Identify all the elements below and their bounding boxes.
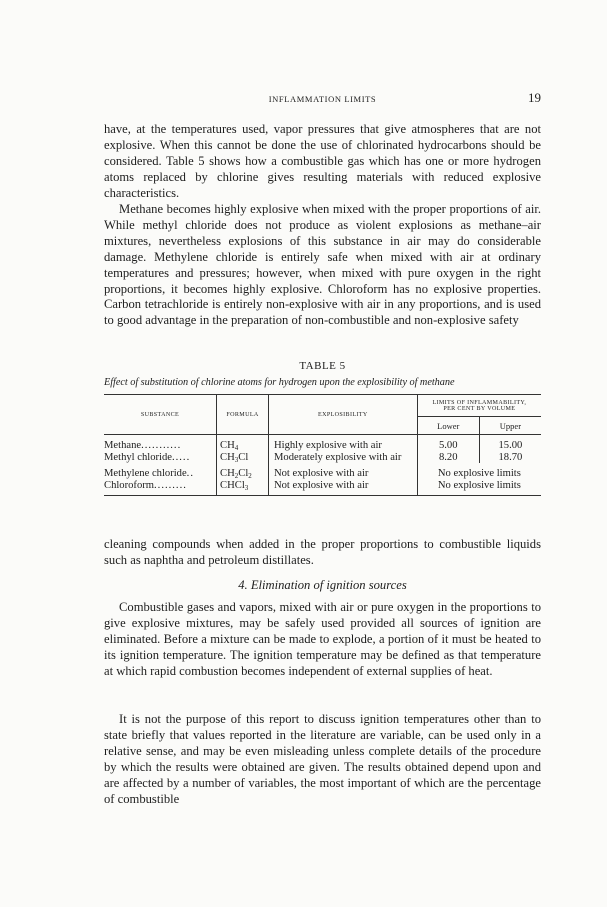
explosibility-cell: Moderately explosive with air [268, 452, 417, 464]
header-limits-line2: PER CENT BY VOLUME [443, 405, 516, 412]
limits-cell: No explosive limits [417, 480, 541, 496]
paragraph-1: have, at the temperatures used, vapor pressures that give atmospheres that are not explosive. When this cannot be done the use of chlorinated hydrocarbons should be considered. Table 5 shows how a combustible gas which has one or more hydrogen atoms replaced by chlorine gives resulting materials with reduced explosive characteristics. [104, 122, 541, 200]
paragraph-2: Methane becomes highly explosive when mixed with the proper proportions of air. While methyl chloride does not produce as violent explosions as methane–air mixtures, nevertheless explosions of this substance in air may do considerable damage. Methylene chloride is entirely safe when mixed with air at ordinary temperatures and pressures; however, when mixed with pure oxygen in the right proportions, it becomes highly explosive. Chloroform has no explosive properties. Carbon tetrachloride is entirely non-explosive with air in any proportions, and is used to good advantage in the preparation of non-combustible and non-explosive safety [104, 202, 541, 328]
upper-limit-cell: 15.00 [479, 435, 541, 452]
section-number: 4. [238, 578, 248, 592]
table-row [104, 452, 541, 464]
paragraph-4: Combustible gases and vapors, mixed with air or pure oxygen in the proportions to give explosive mixtures, may be safely used provided all sources of ignition are eliminated. Before a mixture can be made to explode, a portion of it must be heated to its ignition temperature. The ignition temperature may be defined as that temperature at which rapid combustion becomes independent of external supplies of heat. [104, 600, 541, 678]
substance-name: Methane [104, 440, 142, 451]
header-formula: FORMULA [217, 395, 269, 435]
leader-dots: ........... [141, 440, 182, 451]
header-lower: Lower [417, 417, 479, 435]
header-limits-line1: LIMITS OF INFLAMMABILITY, [432, 399, 527, 406]
paragraph-3: cleaning compounds when added in the proper proportions to combustible liquids such as naphtha and petroleum distillates. [104, 537, 541, 567]
section-title: Elimination of ignition sources [250, 578, 407, 592]
formula-cell: $CH_2Cl_2$ [217, 463, 269, 480]
running-title: INFLAMMATION LIMITS [268, 94, 377, 104]
table-row [104, 435, 541, 452]
paragraph-5: It is not the purpose of this report to discuss ignition temperatures other than to state briefly that values reported in the literature are variable, can be used only in a relative sense, and may be even misleading unless complete details of the procedure by which the results were obtained are given. The results obtained depend upon and are affected by a number of variables, the most important of which are the percentage of combustible [104, 712, 541, 806]
explosibility-cell: Highly explosive with air [268, 435, 417, 452]
table-caption: TABLE 5 [299, 360, 346, 372]
table-row [104, 463, 541, 480]
table-subtitle: Effect of substitution of chlorine atoms for hydrogen upon the explosibility of methane [104, 377, 455, 388]
lower-limit-cell: 8.20 [417, 452, 479, 464]
header-explosibility: EXPLOSIBILITY [268, 395, 417, 435]
substance-name: Methylene chloride [104, 468, 187, 479]
leader-dots: .. [186, 468, 194, 479]
formula-cell: $CH_3Cl$ [217, 452, 269, 464]
table-row [104, 480, 541, 496]
explosibility-cell: Not explosive with air [268, 480, 417, 496]
formula-cell: CHCl$_3$ [217, 480, 269, 496]
lower-limit-cell: 5.00 [417, 435, 479, 452]
explosibility-cell: Not explosive with air [268, 463, 417, 480]
header-limits [417, 395, 541, 417]
upper-limit-cell: 18.70 [479, 452, 541, 464]
leader-dots: ..... [171, 451, 191, 463]
substance-name: Chloroform [104, 479, 155, 491]
header-upper: Upper [479, 417, 541, 435]
substance-name: Methyl chloride [104, 451, 172, 463]
section-heading [104, 578, 541, 593]
explosibility-table [104, 394, 541, 496]
leader-dots: ......... [154, 479, 187, 491]
page-number: 19 [528, 90, 541, 105]
limits-cell: No explosive limits [417, 463, 541, 480]
page-header [104, 90, 541, 108]
formula-cell: $CH_4$ [217, 435, 269, 452]
header-substance: SUBSTANCE [104, 395, 217, 435]
